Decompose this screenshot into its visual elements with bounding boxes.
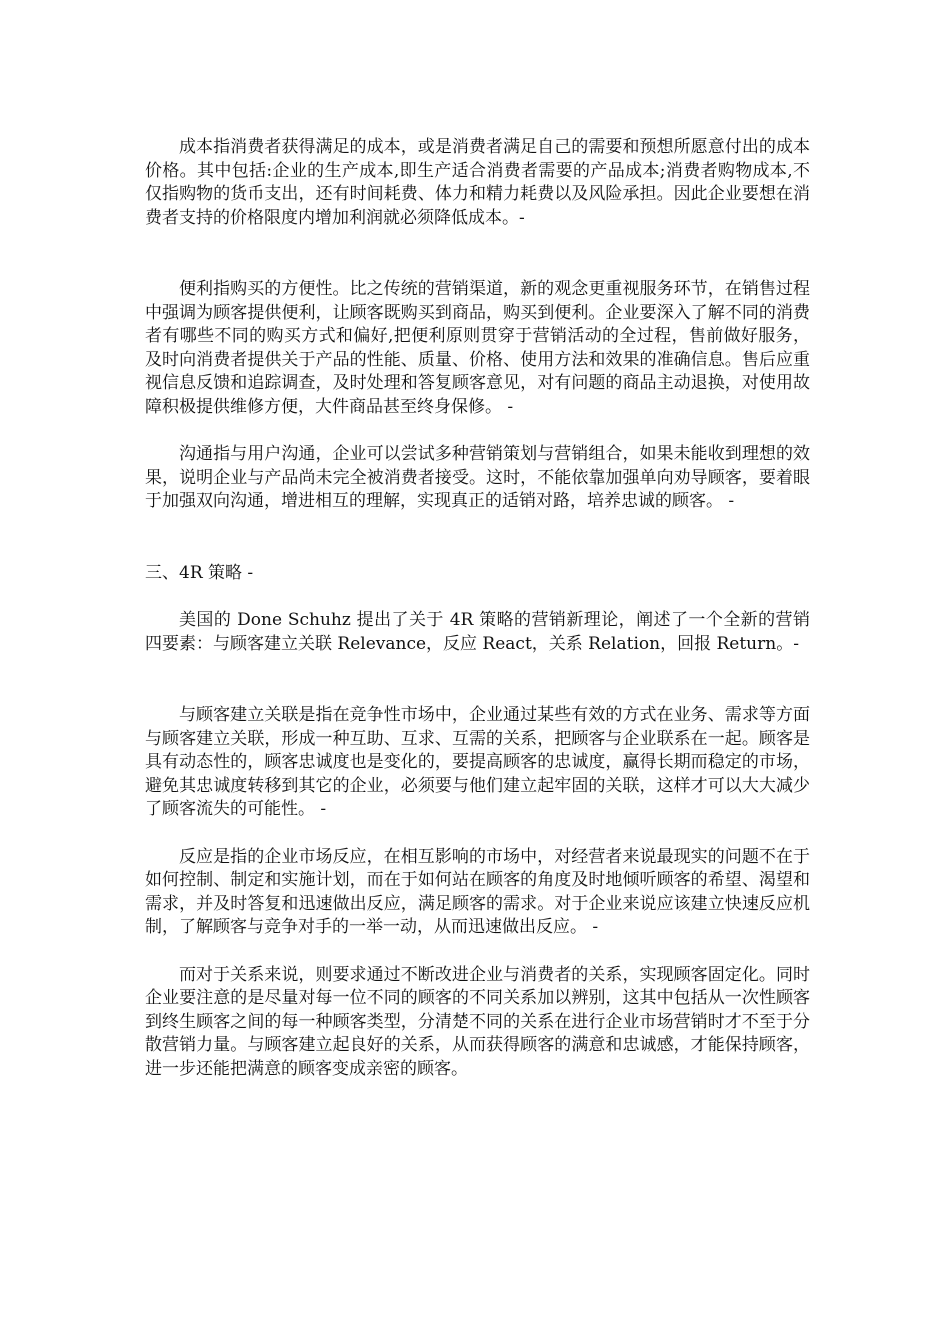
section-heading-4r: 三、4R 策略 - bbox=[145, 562, 254, 583]
paragraph-spacer bbox=[145, 940, 810, 964]
paragraph-spacer bbox=[145, 514, 810, 562]
paragraph-communication: 沟通指与用户沟通，企业可以尝试多种营销策划与营销组合，如果未能收到理想的效果，说明企业与产品尚未完全被消费者接受。这时，不能依靠加强单向劝导顾客，要着眼于加强双向沟通，增进相互的理解，实现真正的适销对路，培养忠诚的顾客。 - bbox=[145, 444, 810, 511]
paragraph-spacer bbox=[145, 585, 810, 609]
paragraph-convenience: 便利指购买的方便性。比之传统的营销渠道，新的观念更重视服务环节，在销售过程中强调为顾客提供便利，让顾客既购买到商品，购买到便利。企业要深入了解不同的消费者有哪些不同的购买方式和偏好,把便利原则贯穿于营销活动的全过程，售前做好服务，及时向消费者提供关于产品的性能、质量、价格、使用方法和效果的准确信息。售后应重视信息反馈和追踪调查，及时处理和答复顾客意见，对有问题的商品主动退换，对使用故障积极提供维修方便，大件商品甚至终身保修。 - bbox=[145, 279, 810, 417]
paragraph-spacer bbox=[145, 419, 810, 443]
paragraph-spacer bbox=[145, 230, 810, 278]
paragraph-relation: 而对于关系来说，则要求通过不断改进企业与消费者的关系，实现顾客固定化。同时企业要注意的是尽量对每一位不同的顾客的不同关系加以辨别，这其中包括从一次性顾客到终生顾客之间的每一种顾客类型，分清楚不同的关系在进行企业市场营销时才不至于分散营销力量。与顾客建立起良好的关系，从而获得顾客的满意和忠诚感，才能保持顾客，进一步还能把满意的顾客变成亲密的顾客。 bbox=[145, 964, 810, 1079]
paragraph-spacer bbox=[145, 822, 810, 846]
paragraph-react: 反应是指的企业市场反应，在相互影响的市场中，对经营者来说最现实的问题不在于如何控制、制定和实施计划，而在于如何站在顾客的角度及时地倾听顾客的希望、渴望和需求，并及时答复和迅速做出反应，满足顾客的需求。对于企业来说应该建立快速反应机制，了解顾客与竞争对手的一举一动，从而迅速做出反应。 - bbox=[145, 846, 810, 937]
paragraph-relevance: 与顾客建立关联是指在竞争性市场中，企业通过某些有效的方式在业务、需求等方面与顾客建立关联，形成一种互助、互求、互需的关系，把顾客与企业联系在一起。顾客是具有动态性的，顾客忠诚度也是变化的，要提高顾客的忠诚度，赢得长期而稳定的市场，避免其忠诚度转移到其它的企业，必须要与他们建立起牢固的关联，这样才可以大大减少了顾客流失的可能性。 - bbox=[145, 705, 810, 819]
paragraph-cost: 成本指消费者获得满足的成本，或是消费者满足自己的需要和预想所愿意付出的成本价格。其中包括:企业的生产成本,即生产适合消费者需要的产品成本;消费者购物成本,不仅指购物的货币支出，还有时间耗费、体力和精力耗费以及风险承担。因此企业要想在消费者支持的价格限度内增加利润就必须降低成本。- bbox=[145, 137, 810, 228]
paragraph-4r-intro: 美国的 Done Schuhz 提出了关于 4R 策略的营销新理论，阐述了一个全新的营销四要素：与顾客建立关联 Relevance，反应 React，关系 Relation，回报 Return。- bbox=[145, 610, 810, 654]
paragraph-spacer bbox=[145, 656, 810, 704]
document-page bbox=[145, 136, 810, 1081]
